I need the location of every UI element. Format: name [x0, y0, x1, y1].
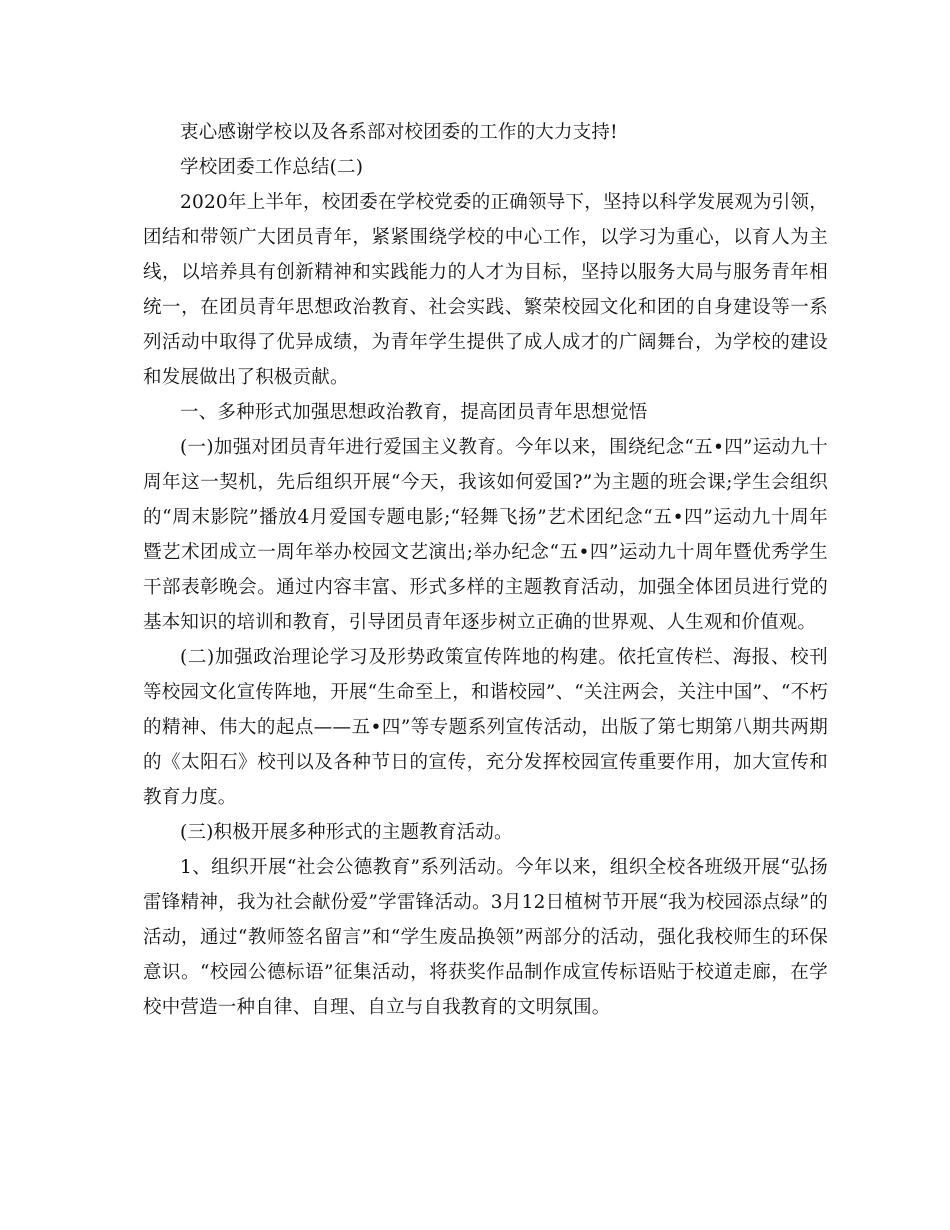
subheading-theme-activities: (三)积极开展多种形式的主题教育活动。	[180, 822, 513, 843]
paragraph-intro: 2020年上半年，校团委在学校党委的正确领导下，坚持以科学发展观为引领，团结和带领广大团员青年，紧紧围绕学校的中心工作，以学习为重心，以育人为主线，以培养具有创新精神和实践能力的人才为目标，坚持以服务大局与服务青年相统一，在团员青年思想政治教育、社会实践、繁荣校园文化和团的自身建设等一系列活动中取得了优异成绩，为青年学生提供了成人成才的广阔舞台，为学校的建设和发展做出了积极贡献。	[143, 192, 828, 388]
section-heading-1: 一、多种形式加强思想政治教育，提高团员青年思想觉悟	[180, 402, 648, 423]
paragraph-political-theory: (二)加强政治理论学习及形势政策宣传阵地的构建。依托宣传栏、海报、校刊等校园文化宣传阵地，开展“生命至上，和谐校园”、“关注两会，关注中国”、“不朽的精神、伟大的起点——五•四”等专题系列宣传活动，出版了第七期第八期共两期的《太阳石》校刊以及各种节日的宣传，充分发挥校园宣传重要作用，加大宣传和教育力度。	[143, 647, 828, 808]
document-body	[143, 115, 828, 1025]
paragraph-social-morality: 1、组织开展“社会公德教育”系列活动。今年以来，组织全校各班级开展“弘扬雷锋精神，我为社会献份爱”学雷锋活动。3月12日植树节开展“我为校园添点绿”的活动，通过“教师签名留言”和“学生废品换领”两部分的活动，强化我校师生的环保意识。“校园公德标语”征集活动，将获奖作品制作成宣传标语贴于校道走廊，在学校中营造一种自律、自理、自立与自我教育的文明氛围。	[143, 857, 828, 1018]
paragraph-patriotic-education: (一)加强对团员青年进行爱国主义教育。今年以来，围绕纪念“五•四”运动九十周年这一契机，先后组织开展“今天，我该如何爱国?”为主题的班会课;学生会组织的“周末影院”播放4月爱国专题电影;“轻舞飞扬”艺术团纪念“五•四”运动九十周年暨艺术团成立一周年举办校园文艺演出;举办纪念“五•四”运动九十周年暨优秀学生干部表彰晚会。通过内容丰富、形式多样的主题教育活动，加强全体团员进行党的基本知识的培训和教育，引导团员青年逐步树立正确的世界观、人生观和价值观。	[143, 437, 828, 633]
paragraph-thanks: 衷心感谢学校以及各系部对校团委的工作的大力支持!	[180, 122, 618, 143]
section-title: 学校团委工作总结(二)	[180, 157, 364, 178]
